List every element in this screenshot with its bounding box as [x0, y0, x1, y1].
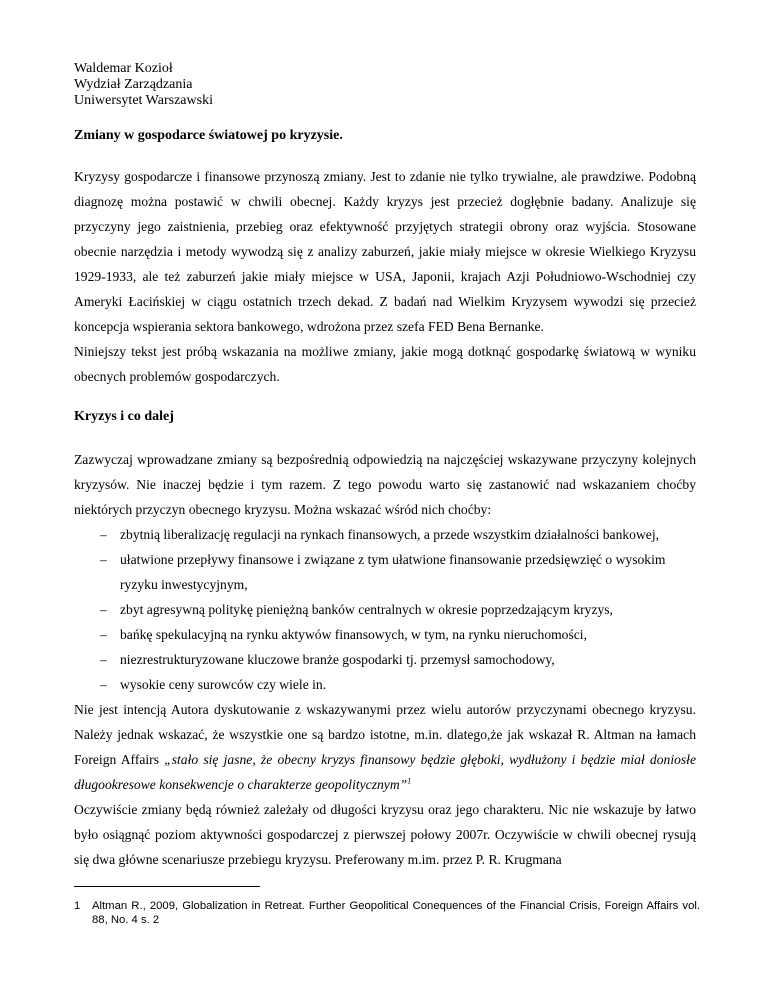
- intro-paragraph-1: Kryzysy gospodarcze i finansowe przynoszą zmiany. Jest to zdanie nie tylko trywialne, ale prawdziwe. Podobną diagnozę można postawić w chwili obecnej. Każdy kryzys jest przecież dogłębnie badany. Analizuje się przyczyny jego zaistnienia, przebieg oraz efektywność przyjętych strategii obrony oraz wyjścia. Stosowane obecnie narzędzia i metody wywodzą się z analizy zaburzeń, jakie miały miejsce w okresie Wielkiego Kryzysu 1929-1933, ale też zaburzeń jakie miały miejsce w USA, Japonii, krajach Azji Południowo-Wschodniej czy Ameryki Łacińskiej w ciągu ostatnich trzech dekad. Z badań nad Wielkim Kryzysem wywodzi się przecież koncepcja wspierania sektora bankowego, wdrożona przez szefa FED Bena Bernanke.: [74, 169, 696, 334]
- intro-paragraph-2: Niniejszy tekst jest próbą wskazania na możliwe zmiany, jakie mogą dotknąć gospodarkę światową w wyniku obecnych problemów gospodarczych.: [74, 344, 696, 384]
- paragraph-text: Nie jest intencją Autora dyskutowanie z wskazywanymi przez wielu autorów przyczynami obecnego kryzysu. Należy jednak wskazać, że wszystkie one są bardzo istotne, m.in. dlatego,że jak wskazał R. Altman na łamach Foreign Affairs: [74, 702, 696, 767]
- document-title: Zmiany w gospodarce światowej po kryzysie.: [74, 128, 343, 143]
- footnote: [74, 899, 700, 927]
- list-item: – niezrestrukturyzowane kluczowe branże gospodarki tj. przemysł samochodowy,: [74, 647, 696, 672]
- footnote-number: 1: [74, 900, 81, 912]
- author-name: Waldemar Kozioł: [74, 61, 173, 76]
- footnote-text: Altman R., 2009, Globalization in Retreat. Further Geopolitical Conequences of the Financial Crisis, Foreign Affairs vol. 88, No. 4 s. 2: [92, 900, 700, 926]
- department-name: Wydział Zarządzania: [74, 77, 193, 92]
- document-body: [74, 61, 696, 872]
- university-name: Uniwersytet Warszawski: [74, 93, 213, 108]
- list-item: – zbyt agresywną politykę pieniężną banków centralnych w okresie poprzedzającym kryzys,: [74, 597, 696, 622]
- list-item: – zbytnią liberalizację regulacji na rynkach finansowych, a przede wszystkim działalności bankowej,: [74, 522, 696, 547]
- causes-list: [74, 522, 696, 697]
- list-item: – bańkę spekulacyjną na rynku aktywów finansowych, w tym, na rynku nieruchomości,: [74, 622, 696, 647]
- list-item: – ułatwione przepływy finansowe i związane z tym ułatwione finansowanie przedsięwzięć o wysokim ryzyku inwestycyjnym,: [74, 547, 696, 597]
- section-paragraph-1: Zazwyczaj wprowadzane zmiany są bezpośrednią odpowiedzią na najczęściej wskazywane przyczyny kolejnych kryzysów. Nie inaczej będzie i tym razem. Z tego powodu warto się zastanowić nad wskazaniem choćby niektórych przyczyn obecnego kryzysu. Można wskazać wśród nich choćby:: [74, 452, 696, 517]
- section-paragraph-2: [74, 697, 696, 797]
- section-heading: Kryzys i co dalej: [74, 409, 174, 424]
- list-item: – wysokie ceny surowców czy wiele in.: [74, 672, 696, 697]
- quote-text: „stało się jasne, że obecny kryzys finansowy będzie głęboki, wydłużony i będzie miał doniosłe długookresowe konsekwencje o charakterze geopolitycznym”: [74, 752, 696, 792]
- footnote-reference[interactable]: 1: [407, 776, 412, 786]
- section-paragraph-3: Oczywiście zmiany będą również zależały od długości kryzysu oraz jego charakteru. Nic nie wskazuje by łatwo było osiągnąć poziom aktywności gospodarczej z pierwszej połowy 2007r. Oczywiście w chwili obecnej rysują się dwa główne scenariusze przebiegu kryzysu. Preferowany m.im. przez P. R. Krugmana: [74, 802, 696, 867]
- footnote-separator: [74, 886, 260, 887]
